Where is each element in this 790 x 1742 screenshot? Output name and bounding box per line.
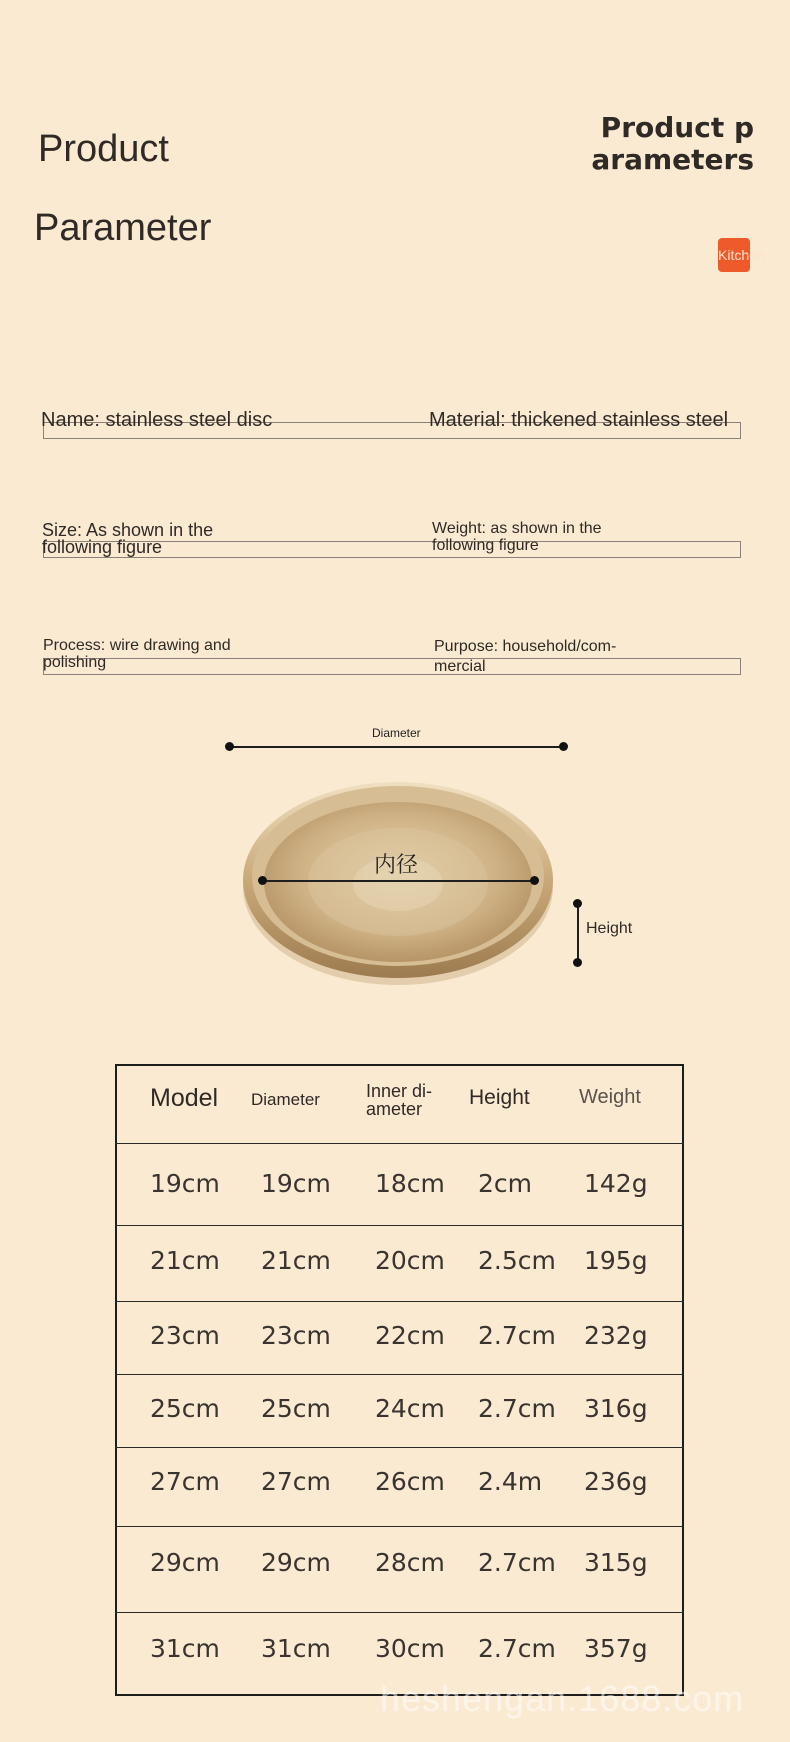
param-purpose — [434, 638, 616, 675]
table-cell: 315g — [584, 1548, 648, 1577]
table-cell: 29cm — [261, 1548, 331, 1577]
header-inner-line1: Inner di- — [366, 1081, 433, 1101]
diameter-dot-right — [559, 742, 568, 751]
table-cell: 236g — [584, 1467, 648, 1496]
table-cell: 19cm — [150, 1169, 220, 1198]
inner-diameter-line — [263, 880, 535, 882]
title-parameter: Parameter — [34, 207, 212, 249]
table-cell: 31cm — [150, 1634, 220, 1663]
table-cell: 20cm — [375, 1246, 445, 1275]
header-diameter: Diameter — [251, 1090, 320, 1109]
table-cell: 19cm — [261, 1169, 331, 1198]
table-cell: 357g — [584, 1634, 648, 1663]
table-cell: 195g — [584, 1246, 648, 1275]
table-row-divider — [115, 1526, 684, 1527]
param-size — [42, 522, 213, 556]
header-model: Model — [150, 1084, 219, 1112]
param-weight-line2: following figure — [432, 537, 539, 554]
inner-dot-right — [530, 876, 539, 885]
diameter-label: Diameter — [372, 726, 421, 740]
table-cell: 232g — [584, 1321, 648, 1350]
table-cell: 2.4m — [478, 1467, 543, 1496]
param-name: Name: stainless steel disc — [41, 409, 273, 431]
diameter-dot-left — [225, 742, 234, 751]
table-cell: 25cm — [261, 1394, 331, 1423]
table-row-divider — [115, 1612, 684, 1613]
table-cell: 21cm — [261, 1246, 331, 1275]
table-cell: 21cm — [150, 1246, 220, 1275]
inner-diameter-label: 内径 — [374, 853, 419, 878]
table-cell: 31cm — [261, 1634, 331, 1663]
height-line — [577, 904, 579, 962]
title-right-line2: arameters — [591, 143, 754, 176]
table-cell: 26cm — [375, 1467, 445, 1496]
inner-dot-left — [258, 876, 267, 885]
param-material: Material: thickened stainless steel — [429, 409, 729, 431]
title-right — [591, 112, 754, 176]
table-cell: 2.7cm — [478, 1634, 556, 1663]
table-cell: 2cm — [478, 1169, 533, 1198]
height-label: Height — [586, 920, 633, 937]
table-row-divider — [115, 1143, 684, 1144]
table-cell: 27cm — [261, 1467, 331, 1496]
title-product: Product — [38, 128, 169, 170]
table-cell: 2.7cm — [478, 1394, 556, 1423]
param-process-line1: Process: wire drawing and — [43, 637, 231, 654]
param-weight-line1: Weight: as shown in the — [432, 520, 602, 537]
table-cell: 316g — [584, 1394, 648, 1423]
param-process — [43, 637, 231, 671]
table-cell: 27cm — [150, 1467, 220, 1496]
header-weight: Weight — [579, 1086, 641, 1108]
table-cell: 30cm — [375, 1634, 445, 1663]
table-cell: 24cm — [375, 1394, 445, 1423]
diameter-line — [230, 746, 564, 748]
table-cell: 18cm — [375, 1169, 445, 1198]
table-cell: 29cm — [150, 1548, 220, 1577]
table-cell: 22cm — [375, 1321, 445, 1350]
table-row-divider — [115, 1301, 684, 1302]
table-cell: 2.7cm — [478, 1548, 556, 1577]
table-cell: 23cm — [261, 1321, 331, 1350]
watermark: heshengan.1688.com — [380, 1678, 745, 1719]
table-row-divider — [115, 1447, 684, 1448]
table-cell: 28cm — [375, 1548, 445, 1577]
table-cell: 25cm — [150, 1394, 220, 1423]
param-size-line2: following figure — [42, 537, 163, 557]
table-cell: 2.7cm — [478, 1321, 556, 1350]
header-inner-diameter — [366, 1082, 432, 1118]
param-size-line1: Size: As shown in the — [42, 520, 214, 540]
table-cell: 2.5cm — [478, 1246, 556, 1275]
table-cell: 142g — [584, 1169, 648, 1198]
param-purpose-line2: mercial — [434, 658, 486, 675]
kitchen-badge-label: Kitchen — [718, 247, 765, 263]
table-cell: 23cm — [150, 1321, 220, 1350]
param-process-line2: polishing — [43, 654, 107, 671]
height-dot-top — [573, 899, 582, 908]
param-purpose-line1: Purpose: household/com- — [434, 638, 617, 655]
table-row-divider — [115, 1374, 684, 1375]
spec-table — [115, 1064, 684, 1696]
table-row-divider — [115, 1225, 684, 1226]
header-inner-line2: ameter — [366, 1099, 423, 1119]
height-dot-bottom — [573, 958, 582, 967]
header-height: Height — [469, 1086, 530, 1109]
param-weight — [432, 520, 602, 554]
title-right-line1: Product p — [600, 111, 754, 144]
